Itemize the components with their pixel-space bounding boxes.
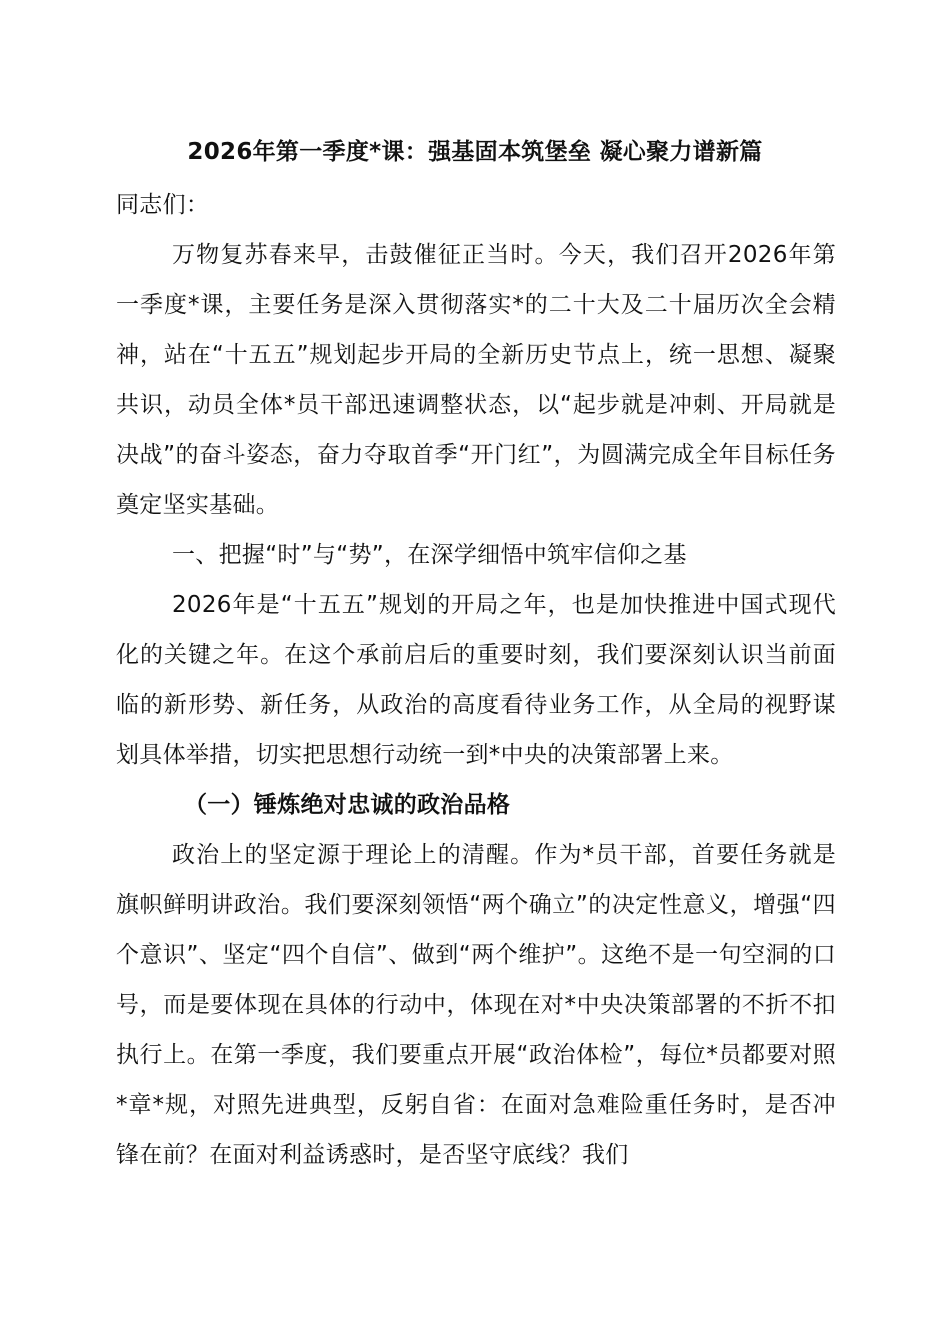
paragraph-section-1: 2026年是“十五五”规划的开局之年，也是加快推进中国式现代化的关键之年。在这个承前启后的重要时刻，我们要深刻认识当前面临的新形势、新任务，从政治的高度看待业务工作，从全局的视野谋划具体举措，切实把思想行动统一到*中央的决策部署上来。 — [116, 592, 836, 768]
salutation: 同志们： — [116, 192, 210, 218]
document-body — [116, 180, 836, 1180]
subsection-heading-1: （一）锤炼绝对忠诚的政治品格 — [184, 792, 511, 818]
document-title: 2026年第一季度*课：强基固本筑堡垒 凝心聚力谱新篇 — [187, 139, 763, 165]
paragraph-subsection-1: 政治上的坚定源于理论上的清醒。作为*员干部，首要任务就是旗帜鲜明讲政治。我们要深刻领悟“两个确立”的决定性意义，增强“四个意识”、坚定“四个自信”、做到“两个维护”。这绝不是一句空洞的口号，而是要体现在具体的行动中，体现在对*中央决策部署的不折不扣执行上。在第一季度，我们要重点开展“政治体检”，每位*员都要对照*章*规，对照先进典型，反躬自省：在面对急难险重任务时，是否冲锋在前？在面对利益诱惑时，是否坚守底线？我们 — [116, 842, 836, 1168]
section-heading-1: 一、把握“时”与“势”，在深学细悟中筑牢信仰之基 — [172, 542, 687, 568]
paragraph-opening: 万物复苏春来早，击鼓催征正当时。今天，我们召开2026年第一季度*课，主要任务是深入贯彻落实*的二十大及二十届历次全会精神，站在“十五五”规划起步开局的全新历史节点上，统一思想、凝聚共识，动员全体*员干部迅速调整状态，以“起步就是冲刺、开局就是决战”的奋斗姿态，奋力夺取首季“开门红”，为圆满完成全年目标任务奠定坚实基础。 — [116, 242, 836, 518]
